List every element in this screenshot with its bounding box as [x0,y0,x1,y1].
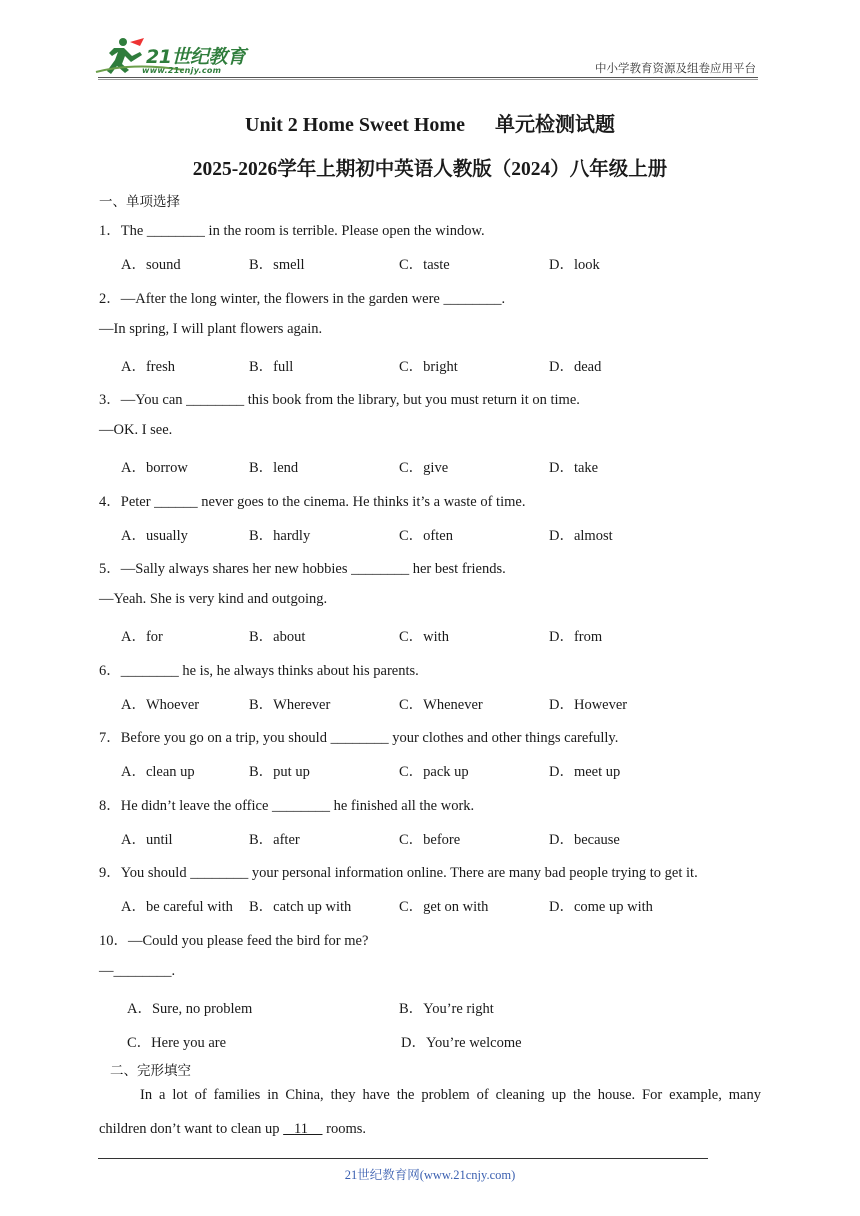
question-2: 2．—After the long winter, the flowers in the garden were ________. [99,291,506,307]
option-d: D．meet up [549,764,621,780]
cloze-text-before: children don’t want to clean up [99,1121,280,1137]
page-subtitle: 2025-2026学年上期初中英语人教版（2024）八年级上册 [192,159,668,180]
option-d: D．because [549,832,620,848]
option-c: C．taste [399,257,450,273]
option-b: B．full [249,359,294,375]
question-3-reply: —OK. I see. [99,422,173,438]
footer-text[interactable]: 21世纪教育网(www.21cnjy.com) [344,1168,516,1182]
option-d: D．almost [549,528,613,544]
option-b: B．catch up with [249,899,352,915]
option-a: A．borrow [121,460,188,476]
option-c: C．often [399,528,453,544]
question-10: 10．—Could you please feed the bird for me? [99,933,369,949]
option-a: A．for [121,629,163,645]
question-9: 9．You should ________ your personal information online. There are many bad people trying to get it. [99,865,698,881]
option-b: B．about [249,629,306,645]
option-c: C．bright [399,359,458,375]
option-c: C．pack up [399,764,469,780]
question-5: 5．—Sally always shares her new hobbies ________ her best friends. [99,561,506,577]
option-a: A．Whoever [121,697,200,713]
option-b: B．Wherever [249,697,331,713]
option-d: D．come up with [549,899,653,915]
option-b: B．You’re right [399,1001,494,1017]
option-a: A．Sure, no problem [127,1001,253,1017]
header-divider-secondary [98,79,758,80]
option-b: B．smell [249,257,305,273]
question-5-reply: —Yeah. She is very kind and outgoing. [99,591,328,607]
section-heading-single-choice: 一、单项选择 [99,194,180,210]
question-3: 3．—You can ________ this book from the library, but you must return it on time. [99,392,580,408]
option-b: B．after [249,832,300,848]
cloze-paragraph-line-2 [99,1121,366,1138]
platform-name: 中小学教育资源及组卷应用平台 [595,61,756,75]
question-8: 8．He didn’t leave the office ________ he finished all the work. [99,798,475,814]
question-1: 1．The ________ in the room is terrible. Please open the window. [99,223,485,239]
option-a: A．usually [121,528,188,544]
option-c: C．get on with [399,899,489,915]
option-a: A．until [121,832,173,848]
option-d: D．from [549,629,603,645]
option-a: A．sound [121,257,181,273]
cloze-blank-11: 11 [294,1121,308,1137]
question-4: 4．Peter ______ never goes to the cinema. He thinks it’s a waste of time. [99,494,526,510]
section-heading-cloze: 二、完形填空 [110,1063,191,1079]
page-title [0,108,860,137]
question-6: 6．________ he is, he always thinks about his parents. [99,663,419,679]
question-10-reply: —________. [99,963,176,979]
option-a: A．be careful with [121,899,233,915]
option-c: C．Here you are [127,1035,227,1051]
option-a: A．fresh [121,359,175,375]
option-c: C．give [399,460,449,476]
logo-text: 21世纪教育 [146,46,246,68]
option-b: B．put up [249,764,310,780]
option-a: A．clean up [121,764,195,780]
option-d: D．take [549,460,599,476]
cloze-text-after: rooms. [326,1121,366,1137]
logo-url: www.21cnjy.com [142,66,222,75]
title-chinese: 单元检测试题 [494,114,615,136]
cloze-paragraph-line-1: In a lot of families in China, they have the problem of cleaning up the house. For example, many [140,1087,761,1103]
title-english: Unit 2 Home Sweet Home [245,114,465,136]
option-c: C．before [399,832,461,848]
option-b: B．hardly [249,528,311,544]
footer-divider [98,1158,708,1159]
option-d: D．dead [549,359,602,375]
question-2-reply: —In spring, I will plant flowers again. [99,321,323,337]
option-d: D．look [549,257,600,273]
header-divider [98,77,758,78]
option-b: B．lend [249,460,299,476]
option-d: D．However [549,697,628,713]
option-d: D．You’re welcome [401,1035,522,1051]
option-c: C．with [399,629,449,645]
option-c: C．Whenever [399,697,483,713]
question-7: 7．Before you go on a trip, you should ________ your clothes and other things carefully. [99,730,619,746]
